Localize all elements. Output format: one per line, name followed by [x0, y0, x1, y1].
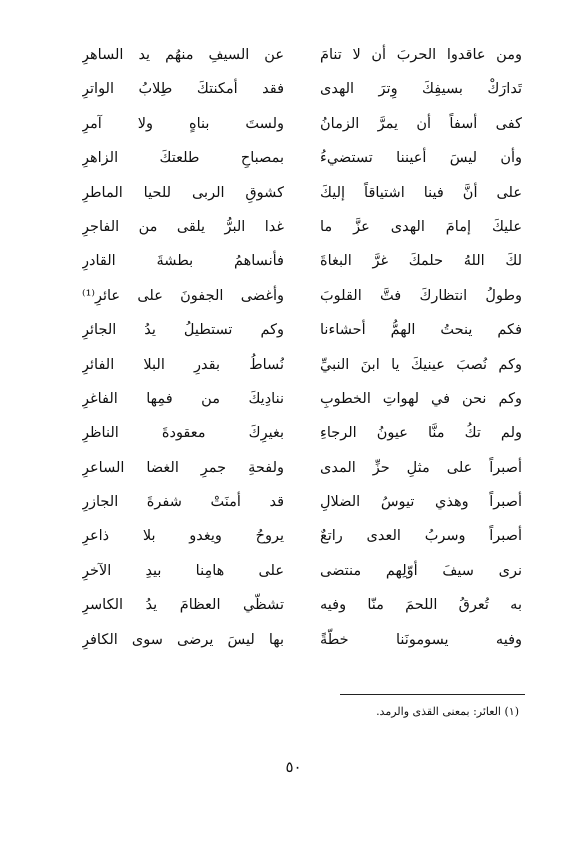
verse-first-hemistich: عليكَ إمامَ الهدى عزَّ ما: [320, 218, 522, 235]
verse-second-hemistich: فقد أمكنتكَ طِلابُ الواترِ: [82, 81, 284, 98]
footnote: (١) العائر: بمعنى القذى والرمد.: [376, 705, 519, 718]
verse-second-hemistich: قد أمنَتْ شفرةَ الجازرِ: [82, 494, 284, 511]
page-number: ٥٠: [285, 758, 302, 776]
verse-second-hemistich: ولستَ بناهٍ ولا آمرِ: [82, 115, 284, 132]
verse-second-hemistich: ننادِيكَ من فمِها الفاغرِ: [82, 390, 284, 407]
verse-first-hemistich: أصبراً وسربُ العدى راتعٌ: [320, 528, 522, 545]
verse-second-hemistich: وأغضى الجفونَ على عائرِ⁽¹⁾: [82, 287, 284, 304]
verse-second-hemistich: بغيرِكَ معقودةَ الناظرِ: [82, 425, 284, 442]
verse-second-hemistich: تشظّي العظامَ يدُ الكاسرِ: [82, 597, 284, 614]
verse-first-hemistich: وأن ليسَ أعيننا تستضيءُ: [320, 150, 522, 167]
verse-second-hemistich: ولفحةِ جمرِ الغضا الساعرِ: [82, 459, 284, 476]
verse-first-hemistich: لكَ اللهُ حلمكَ غرَّ البغاةَ: [320, 253, 522, 270]
verse-second-hemistich: بمصباحِ طلعتكَ الزاهرِ: [82, 150, 284, 167]
verse-first-hemistich: كفى أسفاً أن يمرَّ الزمانُ: [320, 115, 522, 132]
verse-second-hemistich: غدا البرُّ يلقى من الفاجرِ: [82, 218, 284, 235]
verse-first-hemistich: أصبراً على مثلِ حزِّ المدى: [320, 459, 522, 476]
verse-first-hemistich: ومن عاقدوا الحربَ أن لا تنامَ: [320, 47, 522, 63]
verse-first-hemistich: نرى سيفَ أوّلِهم منتضى: [320, 562, 522, 579]
verse-second-hemistich: عن السيفِ منهُم يد الساهرِ: [82, 47, 284, 63]
verse-second-hemistich: على هامِنا بيدِ الآخرِ: [82, 562, 284, 579]
verse-first-hemistich: به تُعرقُ اللحمَ منّا وفيه: [320, 597, 522, 614]
verse-first-hemistich: وكم نحن في لهواتِ الخطوبِ: [320, 390, 522, 407]
verse-first-hemistich: ولم تكُ منَّا عيونُ الرجاءِ: [320, 425, 522, 442]
verse-second-hemistich: بها ليسَ يرضى سوى الكافرِ: [82, 631, 284, 648]
verse-first-hemistich: وطولُ انتظاركَ فتَّ القلوبَ: [320, 287, 522, 304]
verse-second-hemistich: كشوقِ الربى للحيا الماطرِ: [82, 184, 284, 201]
verse-first-hemistich: فكم ينحتُ الهمُّ أحشاءنا: [320, 322, 522, 339]
verse-first-hemistich: تَدارَكْ بسيفِكَ وِترَ الهدى: [320, 81, 522, 98]
verse-first-hemistich: أصبراً وهذي تيوسُ الضلالِ: [320, 494, 522, 511]
verse-first-hemistich: وكم نُصبَ عينيكَ يا ابنَ النبيِّ: [320, 356, 522, 373]
verse-first-hemistich: على أنَّ فينا اشتياقاً إليكَ: [320, 184, 522, 201]
verse-second-hemistich: نُساطُ بقدرِ البلا الفائرِ: [82, 356, 284, 373]
verse-second-hemistich: وكم تستطيلُ يدُ الجائرِ: [82, 322, 284, 339]
verse-second-hemistich: فأنساهمُ بطشةَ القادرِ: [82, 253, 284, 270]
poem-body: [82, 38, 522, 657]
footnote-separator: [340, 694, 525, 695]
verse-first-hemistich: وفيه يسومونَنا خطّةً: [320, 631, 522, 648]
verse-second-hemistich: يروحُ ويغدو بلا ذاعرِ: [82, 528, 284, 545]
